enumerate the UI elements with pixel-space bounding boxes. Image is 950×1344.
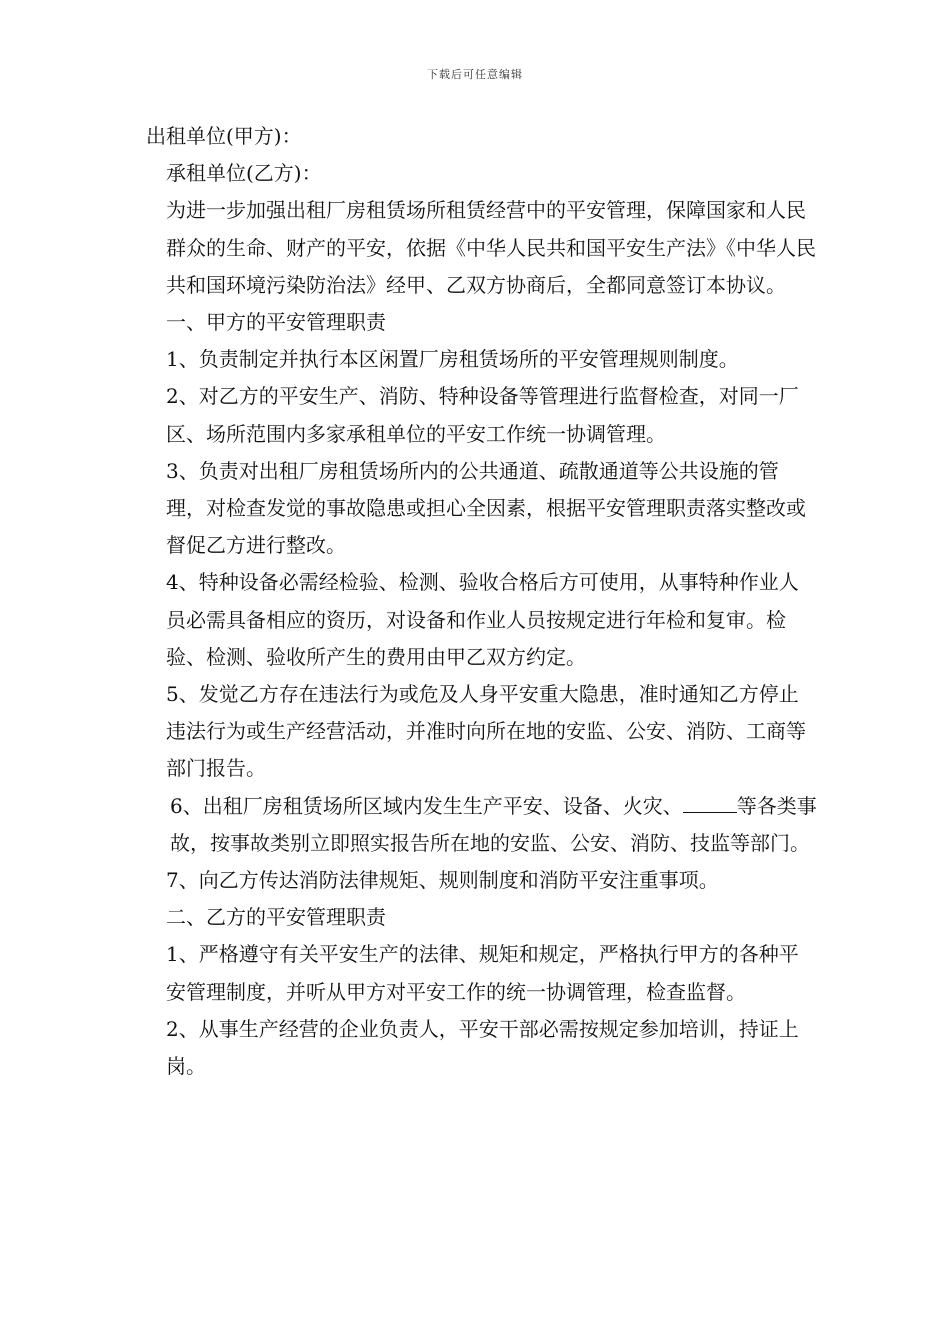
intro-paragraph: 为进一步加强出租厂房租赁场所租赁经营中的平安管理，保障国家和人民群众的生命、财产的平安，依据《中华人民共和国平安生产法》《中华人民共和国环境污染防治法》经甲、乙双方协商后，全都同意签订本协议。: [166, 198, 816, 297]
section-1-item-5: 5、发觉乙方存在违法行为或危及人身平安重大隐患，准时通知乙方停止违法行为或生产经营活动，并准时向所在地的安监、公安、消防、工商等部门报告。: [166, 682, 806, 781]
section-1-item-4: 4、特种设备必需经检验、检测、验收合格后方可使用，从事特种作业人员必需具备相应的资历，对设备和作业人员按规定进行年检和复审。检验、检测、验收所产生的费用由甲乙双方约定。: [166, 570, 799, 669]
section-2-item-2: 2、从事生产经营的企业负责人，平安干部必需按规定参加培训，持证上岗。: [166, 1016, 799, 1079]
lessee-line: 承租单位(乙方)：: [166, 161, 322, 186]
section-1-item-6-text: 6、出租厂房租赁场所区域内发生生产平安、设备、火灾、: [170, 793, 683, 818]
section-1-item-7: 7、向乙方传达消防法律规矩、规则制度和消防平安注重事项。: [166, 868, 719, 893]
section-1-item-6: [146, 788, 818, 862]
lessor-line: 出租单位(甲方)：: [146, 124, 302, 148]
section-1-item-1: 1、负责制定并执行本区闲置厂房租赁场所的平安管理规则制度。: [166, 347, 739, 372]
section-1-item-2: 2、对乙方的平安生产、消防、特种设备等管理进行监督检查，对同一厂区、场所范围内多家承租单位的平安工作统一协调管理。: [166, 384, 799, 446]
section-1-item-3: 3、负责对出租厂房租赁场所内的公共通道、疏散通道等公共设施的管理，对检查发觉的事故隐患或担心全因素，根据平安管理职责落实整改或督促乙方进行整改。: [166, 458, 806, 558]
document-body: [146, 118, 818, 1085]
fill-in-blank: [683, 794, 737, 813]
section-1-title: 一、甲方的平安管理职责: [166, 310, 386, 335]
page-header-note: 下载后可任意编辑: [427, 68, 523, 81]
section-2-title: 二、乙方的平安管理职责: [166, 905, 386, 930]
section-2-item-1: 1、严格遵守有关平安生产的法律、规矩和规定，严格执行甲方的各种平安管理制度，并听从甲方对平安工作的统一协调管理，检查监督。: [166, 942, 799, 1004]
section-1-item-6-text-cont: 等各类事故，按事故类别立即照实报告所在地的安监、公安、消防、技监等部门。: [170, 793, 817, 855]
